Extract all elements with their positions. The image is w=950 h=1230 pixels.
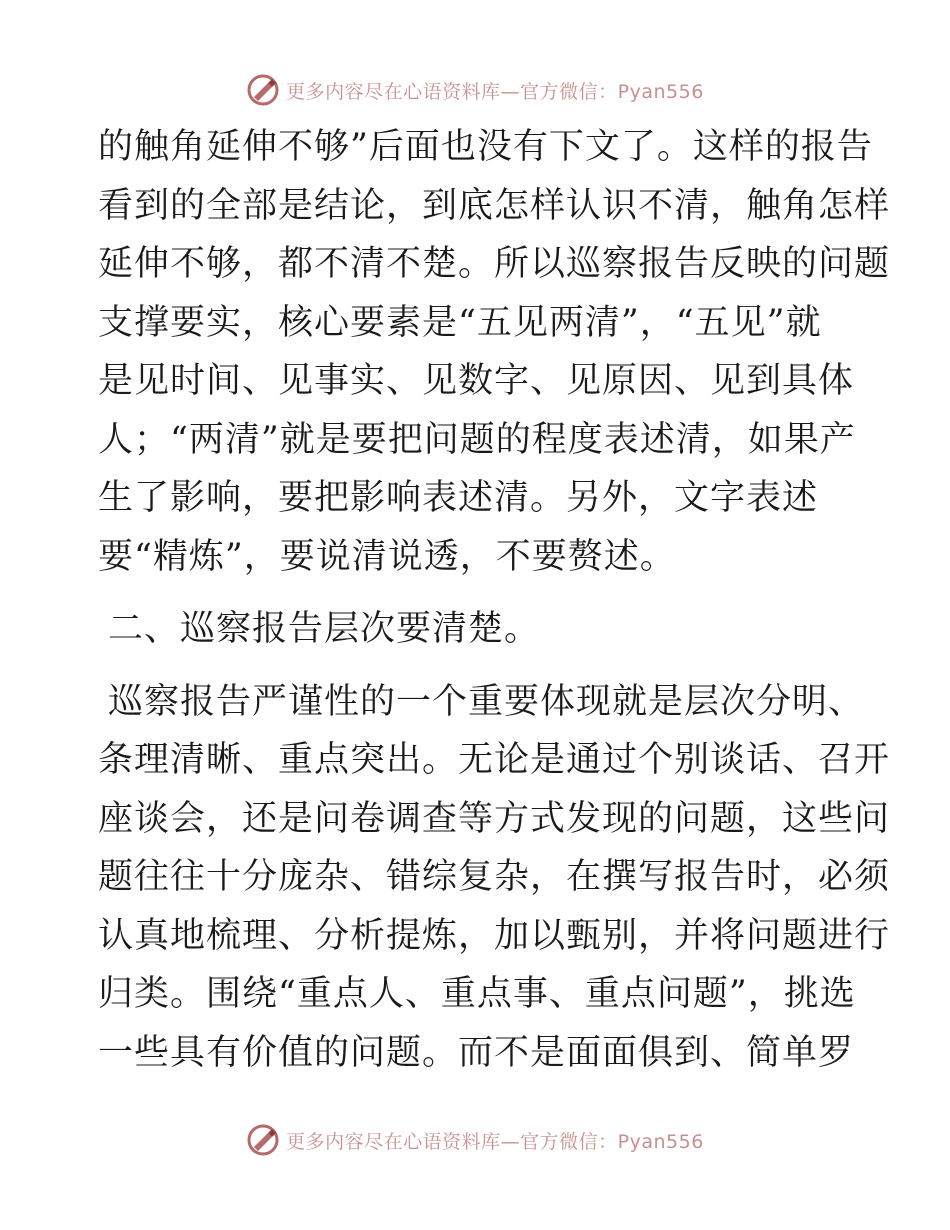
heading-line: 二、巡察报告层次要清楚。 bbox=[108, 609, 541, 649]
watermark-text: 更多内容尽在心语资料库—官方微信：Pyan556 bbox=[286, 1130, 704, 1153]
text-line: 看到的全部是结论，到底怎样认识不清，触角怎样 bbox=[98, 185, 891, 226]
pen-logo-icon bbox=[246, 1123, 280, 1157]
watermark-text: 更多内容尽在心语资料库—官方微信：Pyan556 bbox=[286, 80, 704, 103]
document-body bbox=[98, 118, 891, 1082]
text-line: 的触角延伸不够”后面也没有下文了。这样的报告 bbox=[98, 127, 873, 167]
text-line: 条理清晰、重点突出。无论是通过个别谈话、召开 bbox=[98, 740, 891, 780]
text-line: 是见时间、见事实、见数字、见原因、见到具体 bbox=[98, 361, 855, 401]
paragraph bbox=[98, 673, 891, 1083]
text-line: 支撑要实，核心要素是“五见两清”，“五见”就 bbox=[98, 302, 822, 343]
text-line: 巡察报告严谨性的一个重要体现就是层次分明、 bbox=[108, 681, 865, 722]
text-line: 人；“两清”就是要把问题的程度表述清，如果产 bbox=[98, 419, 856, 460]
text-line: 生了影响，要把影响表述清。另外，文字表述 bbox=[98, 478, 819, 518]
text-line: 题往往十分庞杂、错综复杂，在撰写报告时，必须 bbox=[98, 857, 891, 897]
section-heading bbox=[98, 600, 858, 659]
header-watermark bbox=[0, 70, 950, 110]
text-line: 要“精炼”，要说清说透，不要赘述。 bbox=[98, 536, 676, 577]
text-line: 归类。围绕“重点人、重点事、重点问题”，挑选 bbox=[98, 974, 856, 1014]
text-line: 一些具有价值的问题。而不是面面俱到、简单罗 bbox=[98, 1032, 855, 1073]
text-line: 座谈会，还是问卷调查等方式发现的问题，这些问 bbox=[98, 798, 891, 839]
footer-watermark bbox=[0, 1120, 950, 1160]
text-line: 认真地梳理、分析提炼，加以甄别，并将问题进行 bbox=[98, 915, 891, 956]
pen-logo-icon bbox=[246, 73, 280, 107]
text-line: 延伸不够，都不清不楚。所以巡察报告反映的问题 bbox=[98, 244, 891, 284]
paragraph bbox=[98, 118, 891, 586]
